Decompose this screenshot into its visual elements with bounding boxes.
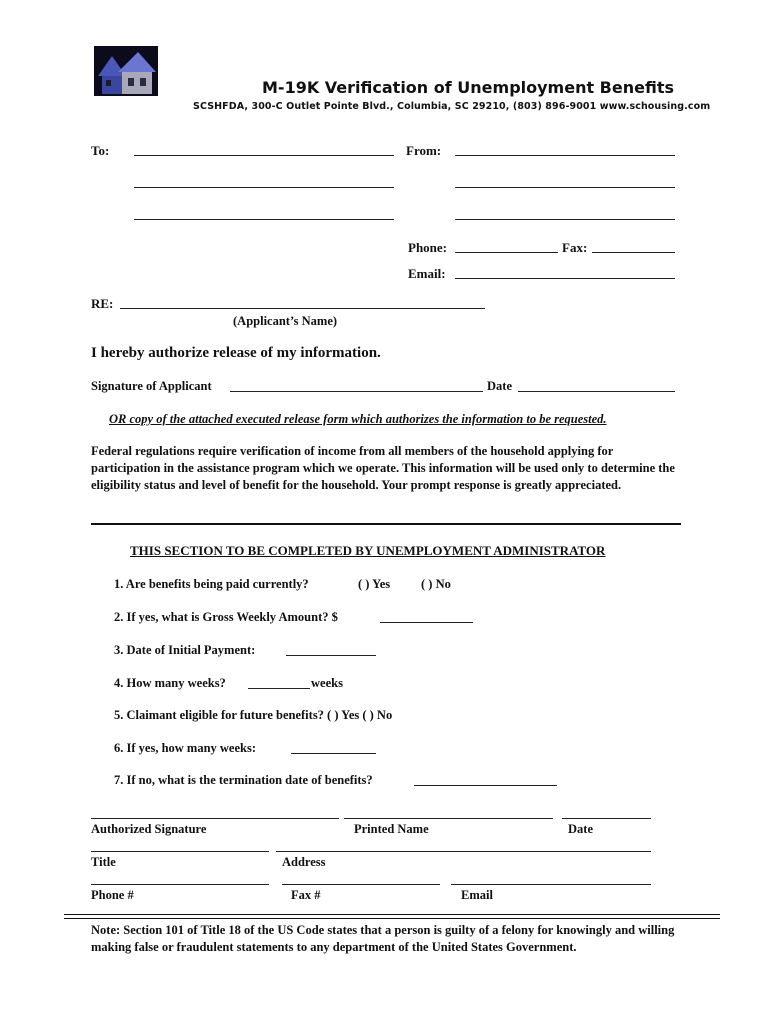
future-weeks-line[interactable] [291,753,376,754]
authorized-signature-line[interactable] [91,818,339,819]
phone-number-label: Phone # [91,888,134,902]
email-address-label: Email [461,888,493,902]
q1-no-checkbox[interactable]: ( ) No [421,577,451,591]
question-6: 6. If yes, how many weeks: [114,741,257,755]
printed-name-line[interactable] [344,818,553,819]
to-label: To: [91,143,110,158]
fax-number-line[interactable] [282,884,440,885]
applicant-signature-line[interactable] [230,391,483,392]
signature-date-label: Date [487,379,512,393]
question-2: 2. If yes, what is Gross Weekly Amount? $ [114,610,338,624]
agency-logo [94,46,158,96]
title-label: Title [91,855,116,869]
initial-payment-date-line[interactable] [286,655,376,656]
printed-name-label: Printed Name [354,822,429,836]
gross-weekly-amount-line[interactable] [380,622,473,623]
question-7: 7. If no, what is the termination date of benefits? [114,773,373,787]
fax-number-label: Fax # [291,888,321,902]
federal-regulations-text: Federal regulations require verification of income from all members of the household applying for participation in the assistance program which we operate. This information will be used only to determine the eligibility status and level of benefit for the household. Your prompt response is greatly appreciated. [91,444,675,492]
email-address-line[interactable] [451,884,651,885]
applicant-name-caption: (Applicant’s Name) [233,314,338,328]
question-5[interactable]: 5. Claimant eligible for future benefits? ( ) Yes ( ) No [114,708,393,722]
legal-note: Note: Section 101 of Title 18 of the US Code states that a person is guilty of a felony for knowingly and willing making false or fraudulent statements to any department of the United States Government. [91,923,675,954]
to-line-1[interactable] [134,155,394,156]
address-line[interactable] [276,851,651,852]
re-label: RE: [91,296,114,311]
date-line[interactable] [562,818,651,819]
q1-yes-checkbox[interactable]: ( ) Yes [358,577,391,591]
applicant-name-line[interactable] [120,308,485,309]
form-title: M-19K Verification of Unemployment Benefits [262,78,674,97]
applicant-date-line[interactable] [518,391,675,392]
phone-number-line[interactable] [91,884,269,885]
question-3: 3. Date of Initial Payment: [114,643,256,657]
authorization-statement: I hereby authorize release of my information. [91,345,381,361]
email-label: Email: [408,266,446,281]
email-line[interactable] [455,278,675,279]
to-line-3[interactable] [134,219,394,220]
authorized-signature-label: Authorized Signature [91,822,207,836]
title-line[interactable] [91,851,269,852]
question-4-suffix: weeks [311,676,343,690]
from-line-1[interactable] [455,155,675,156]
question-1: 1. Are benefits being paid currently? [114,577,309,591]
release-form-note: OR copy of the attached executed release form which authorizes the information to be requested. [109,412,607,426]
from-line-2[interactable] [455,187,675,188]
termination-date-line[interactable] [414,785,557,786]
fax-line[interactable] [592,252,675,253]
fax-label: Fax: [562,240,588,255]
section-heading: THIS SECTION TO BE COMPLETED BY UNEMPLOYMENT ADMINISTRATOR [130,543,606,558]
note-divider [64,914,720,919]
from-line-3[interactable] [455,219,675,220]
date-label: Date [568,822,593,836]
weeks-count-line[interactable] [248,688,310,689]
question-4: 4. How many weeks? [114,676,226,690]
phone-label: Phone: [408,240,447,255]
agency-address: SCSHFDA, 300-C Outlet Pointe Blvd., Columbia, SC 29210, (803) 896-9001 www.schousing.com [193,101,711,112]
address-label: Address [282,855,326,869]
from-label: From: [406,143,442,158]
signature-label: Signature of Applicant [91,379,212,393]
section-divider [91,523,681,525]
phone-line[interactable] [455,252,558,253]
to-line-2[interactable] [134,187,394,188]
